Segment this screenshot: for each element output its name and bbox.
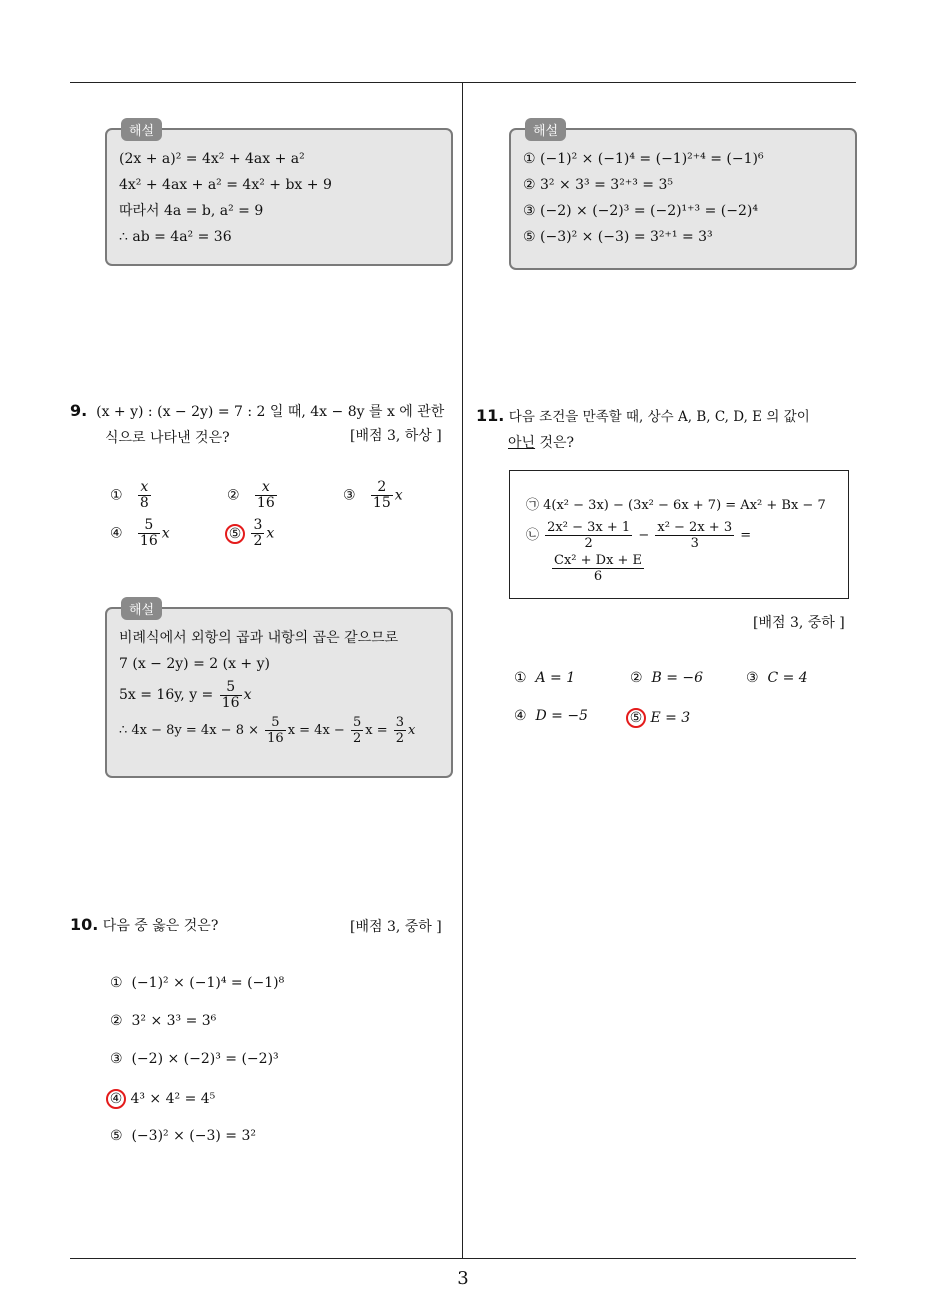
solution-box-q9	[105, 603, 453, 778]
solution-tag: 해설	[525, 118, 566, 141]
condition-box	[509, 470, 849, 599]
choice-3[interactable]: ③ C = 4	[746, 670, 808, 686]
solution-line: 4x² + 4ax + a² = 4x² + bx + 9	[119, 177, 332, 193]
solution-line: 따라서 4a = b, a² = 9	[119, 203, 264, 219]
score-label: [배점 3, 중하 ]	[753, 615, 845, 631]
choice-fraction: $\frac{3}{2}$	[253, 517, 263, 549]
choice-5[interactable]: ⑤ (−3)² × (−3) = 3²	[110, 1128, 256, 1144]
choice-mark: ④	[110, 525, 123, 542]
condition-b: ㉡ $\frac{\text{2x² − 3x + 1}}{2}$ − $\frac{\text{x² − 2x + 3}}{3}$ =	[526, 520, 752, 551]
page-number: 3	[457, 1268, 469, 1289]
score-label: [배점 3, 중하 ]	[350, 919, 442, 935]
solution-line: ① (−1)² × (−1)⁴ = (−1)²⁺⁴ = (−1)⁶	[523, 151, 764, 167]
choice-1[interactable]: ① A = 1	[514, 670, 576, 686]
solution-line: 7 (x − 2y) = 2 (x + y)	[119, 656, 270, 672]
top-rule	[70, 82, 856, 83]
solution-line: ∴ ab = 4a² = 36	[119, 229, 232, 245]
question-number: 10.	[70, 915, 99, 934]
choice-fraction: $\frac{5}{16}$	[139, 517, 158, 549]
choice-mark: ③	[343, 487, 356, 504]
choice-fraction: $\frac{x}{8}$	[139, 479, 149, 511]
choice-2[interactable]: ② 3² × 3³ = 3⁶	[110, 1013, 217, 1029]
choice-fraction: $\frac{2}{15}$	[372, 479, 391, 511]
answer-circle-icon: ⑤	[225, 524, 245, 544]
question-11: 11. 다음 조건을 만족할 때, 상수 A, B, C, D, E 의 값이 아닌 것은?	[476, 406, 810, 451]
solution-line: 비례식에서 외항의 곱과 내항의 곱은 같으므로	[119, 630, 399, 646]
solution-line: 5x = 16y, y = $\frac{5}{16}$ x	[119, 678, 252, 711]
condition-a: ㉠ 4(x² − 3x) − (3x² − 6x + 7) = Ax² + Bx − 7	[526, 498, 826, 513]
choice-1[interactable]	[110, 480, 153, 511]
solution-tag: 해설	[121, 597, 162, 620]
question-text: 다음 조건을 만족할 때, 상수 A, B, C, D, E 의 값이	[508, 409, 810, 425]
answer-circle-icon: ④	[106, 1089, 126, 1109]
question-10	[70, 912, 218, 939]
solution-line: (2x + a)² = 4x² + 4ax + a²	[119, 151, 305, 167]
choice-4[interactable]: ④ $\frac{5}{16}$ x	[110, 517, 170, 549]
choice-5[interactable]: ⑤ $\frac{3}{2}$ x	[227, 518, 274, 549]
choice-5[interactable]: ⑤ E = 3	[628, 708, 690, 728]
solution-box-q8	[105, 124, 453, 266]
choice-3[interactable]: ③ (−2) × (−2)³ = (−2)³	[110, 1051, 279, 1067]
bottom-rule	[70, 1258, 856, 1259]
answer-circle-icon: ⑤	[626, 708, 646, 728]
question-text: 식으로 나타낸 것은?	[105, 430, 230, 446]
score-label: [배점 3, 하상 ]	[350, 428, 442, 444]
question-text: (x + y) : (x − 2y) = 7 : 2 일 때, 4x − 8y 를 x 에 관한	[96, 404, 445, 420]
question-number: 9.	[70, 401, 88, 420]
choice-4[interactable]: ④ D = −5	[514, 708, 588, 724]
choice-fraction: $\frac{x}{16}$	[256, 479, 275, 511]
choice-4[interactable]: ④ 4³ × 4² = 4⁵	[108, 1089, 215, 1109]
solution-tag: 해설	[121, 118, 162, 141]
solution-line: ③ (−2) × (−2)³ = (−2)¹⁺³ = (−2)⁴	[523, 203, 758, 219]
column-divider	[462, 83, 463, 1258]
choice-mark: ①	[110, 487, 123, 504]
choice-1[interactable]: ① (−1)² × (−1)⁴ = (−1)⁸	[110, 975, 285, 991]
solution-line: ⑤ (−3)² × (−3) = 3²⁺¹ = 3³	[523, 229, 713, 245]
choice-3[interactable]: ③ $\frac{2}{15}$ x	[343, 479, 403, 511]
emphasis-underline: 아닌	[508, 435, 536, 451]
choice-2[interactable]	[227, 480, 279, 511]
question-text: 다음 중 옳은 것은?	[102, 918, 219, 934]
condition-b-rhs: $\frac{\text{Cx² + Dx + E}}{6}$	[554, 553, 643, 584]
choice-mark: ②	[227, 487, 240, 504]
question-number: 11.	[476, 406, 505, 425]
solution-line: ② 3² × 3³ = 3²⁺³ = 3⁵	[523, 177, 673, 193]
choice-2[interactable]: ② B = −6	[630, 670, 704, 686]
solution-line: ∴ 4x − 8y = 4x − 8 × $\frac{5}{16}$ x = 4x − $\frac{5}{2}$ x = $\frac{3}{2}$ x	[119, 715, 416, 746]
solution-box-q10	[509, 124, 857, 270]
